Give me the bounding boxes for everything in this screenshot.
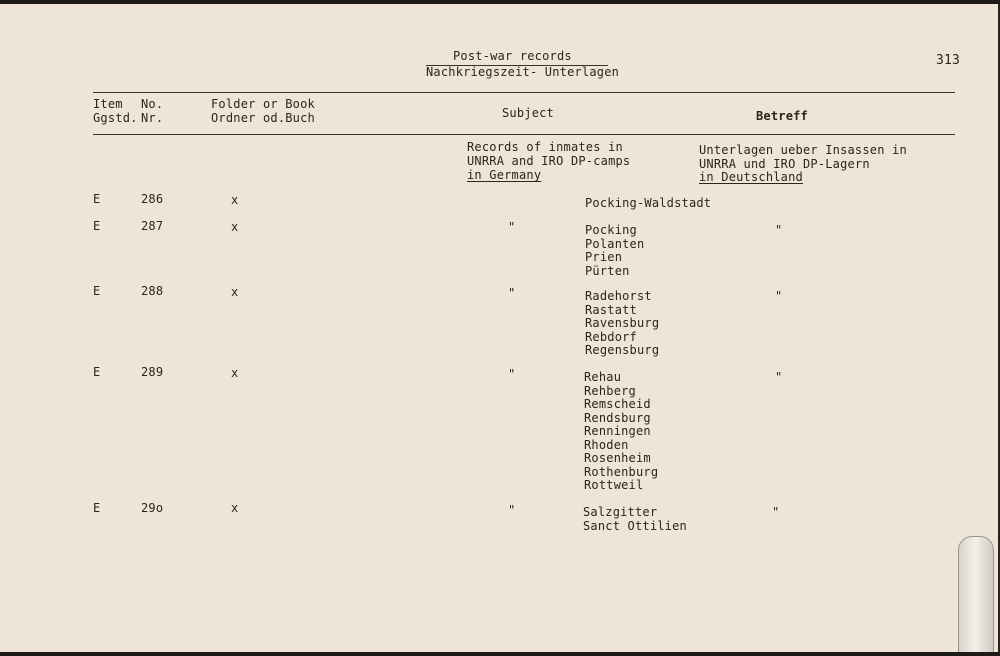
place-name: Rastatt bbox=[585, 302, 637, 317]
subject-intro-line-2: UNRRA and IRO DP-camps bbox=[467, 154, 631, 168]
row-286-places bbox=[585, 197, 711, 211]
place-name: Ravensburg bbox=[585, 316, 660, 330]
place-name: Renningen bbox=[584, 424, 651, 438]
place-name: Rebdorf bbox=[585, 329, 637, 344]
row-288-mark: x bbox=[231, 285, 239, 299]
row-289-ditto-subject: " bbox=[508, 367, 516, 381]
row-289-item: E bbox=[93, 365, 101, 379]
place-name: Rothenburg bbox=[584, 464, 659, 479]
place-name: Polanten bbox=[585, 236, 645, 251]
row-286-item: E bbox=[93, 192, 101, 206]
betreff-intro-line-3: in Deutschland bbox=[699, 170, 803, 184]
page-tab bbox=[958, 536, 994, 652]
page-number: 313 bbox=[936, 53, 961, 68]
place-name: Rosenheim bbox=[584, 451, 651, 465]
place-name: Radehorst bbox=[585, 289, 652, 303]
place-name: Prien bbox=[585, 250, 623, 264]
row-290-places bbox=[583, 506, 687, 533]
col-no-header-de: Nr. bbox=[141, 111, 164, 125]
subject-intro-line-1: Records of inmates in bbox=[467, 140, 623, 154]
col-subject-header: Subject bbox=[502, 106, 554, 120]
row-290-item: E bbox=[93, 501, 101, 515]
place-name: Sanct Ottilien bbox=[583, 518, 687, 533]
col-item-header-de: Ggstd. bbox=[93, 111, 138, 125]
row-287-nr: 287 bbox=[141, 219, 164, 233]
header-top-rule bbox=[93, 92, 955, 93]
row-287-ditto-betreff: " bbox=[775, 223, 783, 237]
document-page bbox=[0, 4, 998, 652]
place-name: Salzgitter bbox=[583, 505, 658, 519]
col-no-header: No. bbox=[141, 97, 164, 111]
betreff-intro-line-1: Unterlagen ueber Insassen in bbox=[699, 143, 907, 157]
row-287-ditto-subject: " bbox=[508, 220, 516, 234]
row-287-mark: x bbox=[231, 220, 239, 234]
place-name: Rehberg bbox=[584, 383, 636, 398]
row-287-item: E bbox=[93, 219, 101, 233]
place-name: Remscheid bbox=[584, 397, 651, 411]
row-288-nr: 288 bbox=[141, 284, 164, 298]
place-name: Rehau bbox=[584, 370, 622, 384]
row-288-places bbox=[585, 290, 659, 358]
row-290-ditto-betreff: " bbox=[772, 505, 780, 519]
row-288-ditto-subject: " bbox=[508, 286, 516, 300]
bottom-edge bbox=[0, 652, 1000, 656]
row-289-places bbox=[584, 371, 658, 493]
row-290-ditto-subject: " bbox=[508, 503, 516, 517]
place-name: Pocking bbox=[585, 223, 637, 237]
place-name: Rhoden bbox=[584, 437, 629, 452]
row-286-mark: x bbox=[231, 193, 239, 207]
row-287-places bbox=[585, 224, 644, 278]
row-290-nr: 29o bbox=[141, 501, 164, 515]
row-286-nr: 286 bbox=[141, 192, 164, 206]
title-english: Post-war records bbox=[453, 49, 572, 63]
row-289-nr: 289 bbox=[141, 365, 164, 379]
col-folder-header: Folder or Book bbox=[211, 97, 315, 111]
row-289-mark: x bbox=[231, 366, 239, 380]
col-betreff-header: Betreff bbox=[756, 109, 808, 123]
row-289-ditto-betreff: " bbox=[775, 370, 783, 384]
place-name: Rendsburg bbox=[584, 410, 651, 425]
betreff-intro-line-2: UNRRA und IRO DP-Lagern bbox=[699, 157, 870, 171]
place-name: Pürten bbox=[585, 263, 630, 278]
header-bottom-rule bbox=[93, 134, 955, 135]
row-288-item: E bbox=[93, 284, 101, 298]
place-name: Regensburg bbox=[585, 343, 660, 357]
place-name: Rottweil bbox=[584, 478, 644, 492]
col-item-header: Item bbox=[93, 97, 123, 111]
subject-intro-line-3: in Germany bbox=[467, 168, 542, 182]
title-german: Nachkriegszeit- Unterlagen bbox=[426, 65, 620, 79]
row-288-ditto-betreff: " bbox=[775, 289, 783, 303]
col-folder-header-de: Ordner od.Buch bbox=[211, 111, 315, 125]
row-290-mark: x bbox=[231, 501, 239, 515]
place-name: Pocking-Waldstadt bbox=[585, 196, 712, 210]
